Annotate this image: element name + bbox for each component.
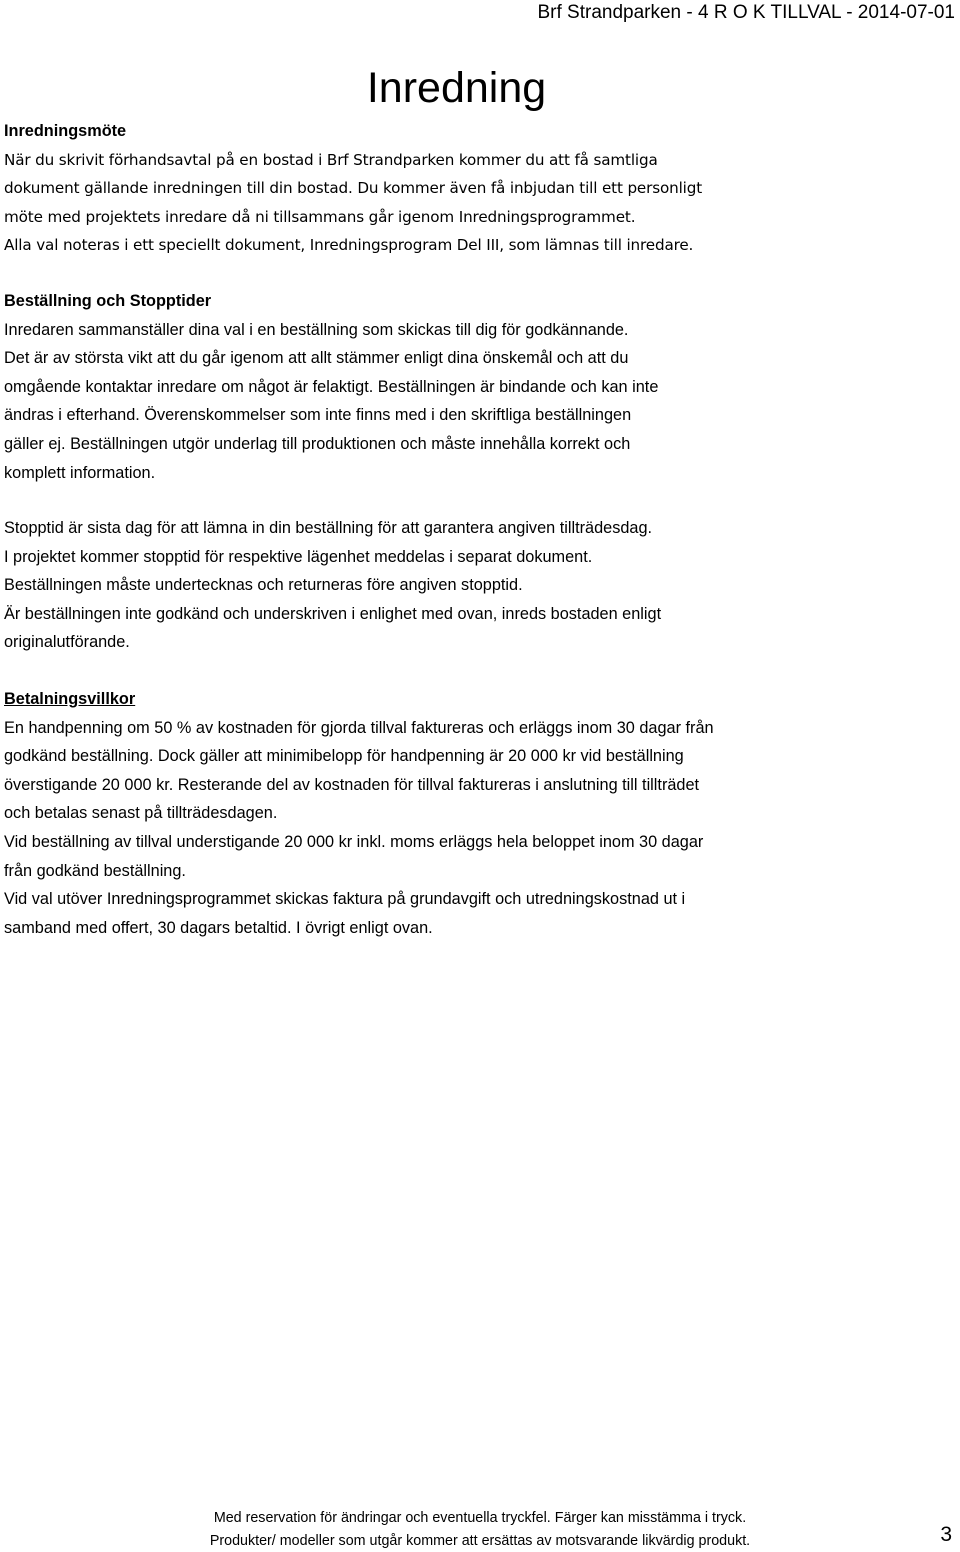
section-inredningsmote <box>4 117 949 260</box>
document-header: Brf Strandparken - 4 R O K TILLVAL - 2014-07-01 <box>537 2 955 23</box>
section-heading-bestallning: Beställning och Stopptider <box>4 292 212 310</box>
paragraph-line: originalutförande. <box>4 633 130 652</box>
paragraph-line: En handpenning om 50 % av kostnaden för gjorda tillval faktureras och erläggs inom 30 dagar från <box>4 718 714 737</box>
section-heading-inredningsmote: Inredningsmöte <box>4 122 127 140</box>
section-betalningsvillkor <box>4 685 949 942</box>
paragraph-line: Vid val utöver Inredningsprogrammet skickas faktura på grundavgift och utredningskostnad ut i <box>4 890 686 909</box>
paragraph-line: Vid beställning av tillval understigande 20 000 kr inkl. moms erläggs hela beloppet inom 30 dagar <box>4 832 704 851</box>
paragraph-line: och betalas senast på tillträdesdagen. <box>4 804 278 823</box>
paragraph-line: Beställningen måste undertecknas och returneras före angiven stopptid. <box>4 576 523 595</box>
paragraph-line: komplett information. <box>4 463 156 482</box>
paragraph-line: ändras i efterhand. Överenskommelser som inte finns med i den skriftliga beställningen <box>4 406 632 425</box>
paragraph-line: möte med projektets inredare då ni tillsammans går igenom Inredningsprogrammet. <box>4 207 636 226</box>
footer-disclaimer-1: Med reservation för ändringar och eventuella tryckfel. Färger kan misstämma i tryck. <box>213 1510 747 1526</box>
paragraph-line: Är beställningen inte godkänd och underskriven i enlighet med ovan, inreds bostaden enligt <box>4 604 662 623</box>
paragraph-line: Det är av största vikt att du går igenom att allt stämmer enligt dina önskemål och att du <box>4 349 629 368</box>
section-stopptid <box>4 514 949 657</box>
page-number: 3 <box>940 1523 952 1546</box>
section-heading-betalningsvillkor: Betalningsvillkor <box>4 690 136 708</box>
paragraph-line: godkänd beställning. Dock gäller att minimibelopp för handpenning är 20 000 kr vid beställning <box>4 747 684 766</box>
paragraph-line: Stopptid är sista dag för att lämna in din beställning för att garantera angiven tillträdesdag. <box>4 519 653 537</box>
section-bestallning <box>4 287 949 487</box>
paragraph-line: överstigande 20 000 kr. Resterande del av kostnaden för tillval faktureras i anslutning till tillträdet <box>4 775 700 794</box>
paragraph-line: samband med offert, 30 dagars betaltid. I övrigt enligt ovan. <box>4 918 433 937</box>
paragraph-line: från godkänd beställning. <box>4 861 186 880</box>
footer-disclaimer-2: Produkter/ modeller som utgår kommer att ersättas av motsvarande likvärdig produkt. <box>209 1533 751 1549</box>
paragraph-line: Inredaren sammanställer dina val i en beställning som skickas till dig för godkännande. <box>4 320 629 339</box>
paragraph-line: gäller ej. Beställningen utgör underlag till produktionen och måste innehålla korrekt och <box>4 434 631 453</box>
page-title: Inredning <box>366 64 547 112</box>
paragraph-line: dokument gällande inredningen till din bostad. Du kommer även få inbjudan till ett personligt <box>4 179 703 198</box>
paragraph-line: När du skrivit förhandsavtal på en bostad i Brf Strandparken kommer du att få samtliga <box>4 150 658 169</box>
paragraph-line: Alla val noteras i ett speciellt dokument, Inredningsprogram Del III, som lämnas till inredare. <box>4 236 694 255</box>
paragraph-line: I projektet kommer stopptid för respektive lägenhet meddelas i separat dokument. <box>4 547 593 566</box>
paragraph-line: omgående kontaktar inredare om något är felaktigt. Beställningen är bindande och kan inte <box>4 377 659 396</box>
